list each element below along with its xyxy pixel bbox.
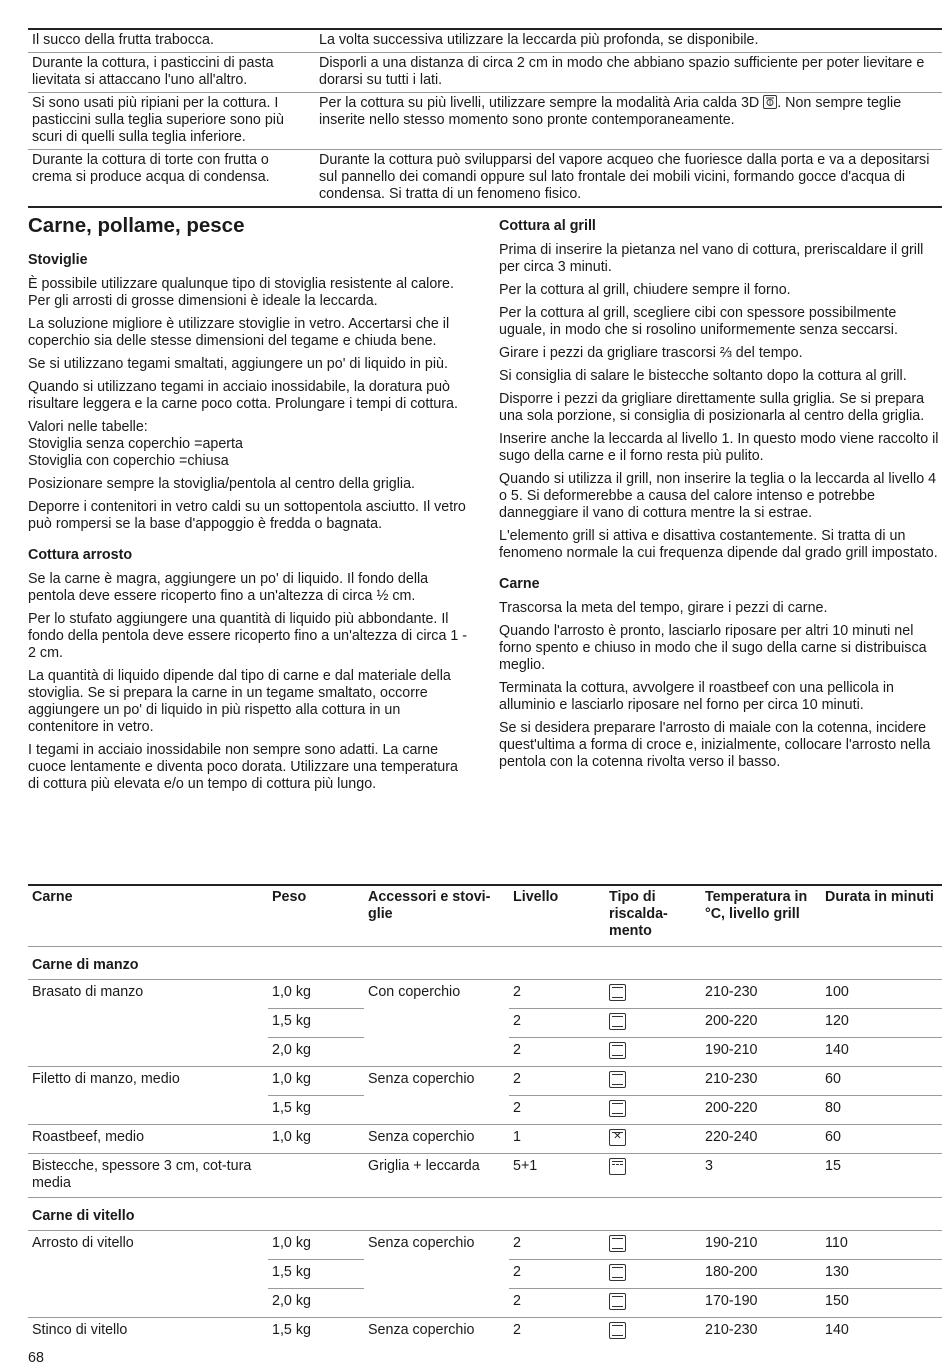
paragraph: L'elemento grill si attiva e disattiva costantemente. Si tratta di un fenomeno normale la cui frequenza dipende dal grado grill impostato. (499, 528, 938, 561)
level: 2 (509, 1009, 605, 1038)
paragraph: Se si utilizzano tegami smaltati, aggiungere un po' di liquido in più. (28, 356, 448, 372)
page-number: 68 (28, 1350, 44, 1366)
paragraph: Per lo stufato aggiungere una quantità di liquido più abbondante. Il fondo della pentola deve essere ricoperto fino a un'altezza di circa 1 - 2 cm. (28, 611, 468, 661)
paragraph: La soluzione migliore è utilizzare stoviglie in vetro. Accertarsi che il coperchio sia delle stesse dimensioni del tegame e chiuda bene. (28, 316, 450, 349)
column-header: Tipo di riscalda-mento (605, 885, 701, 947)
valori-line: Stoviglia senza coperchio =aperta (28, 436, 243, 452)
paragraph: Per la cottura al grill, chiudere sempre il forno. (499, 282, 791, 298)
temperature: 190-210 (701, 1038, 821, 1067)
weight: 1,5 kg (272, 1322, 311, 1338)
table-row (28, 1318, 942, 1347)
problem-cell: Durante la cottura, i pasticcini di pasta lievitata si attaccano l'uno all'altro. (28, 53, 315, 93)
section-title: Carne, pollame, pesce (28, 214, 245, 237)
temperature: 190-210 (701, 1231, 821, 1260)
column-header: Accessori e stovi-glie (364, 885, 509, 947)
column-header: Carne (28, 885, 268, 947)
problem-cell: Il succo della frutta trabocca. (28, 29, 315, 53)
level: 2 (509, 1038, 605, 1067)
level: 2 (509, 1067, 605, 1096)
top-bottom-heat-icon (609, 1071, 626, 1088)
solution-cell: Disporli a una distanza di circa 2 cm in modo che abbiano spazio sufficiente per poter lievitare e dorarsi su tutti i lati. (315, 53, 942, 93)
left-column (28, 214, 470, 799)
solution-text: Per la cottura su più livelli, utilizzare sempre la modalità Aria calda 3D (319, 95, 764, 111)
weight: 1,0 kg (268, 1067, 364, 1096)
paragraph: Trascorsa la meta del tempo, girare i pezzi di carne. (499, 600, 828, 616)
level: 5+1 (509, 1154, 605, 1198)
solution-cell (315, 93, 942, 150)
meat-name: Bistecche, spessore 3 cm, cot-tura media (28, 1154, 268, 1198)
paragraph: Si consiglia di salare le bistecche soltanto dopo la cottura al grill. (499, 368, 907, 384)
level: 2 (509, 1096, 605, 1125)
accessory: Senza coperchio (364, 1067, 509, 1125)
section-label: Carne di manzo (28, 947, 942, 980)
level: 2 (509, 1231, 605, 1260)
temperature: 220-240 (701, 1125, 821, 1154)
duration: 140 (825, 1322, 849, 1338)
weight: 1,5 kg (268, 1260, 364, 1289)
table-header-row (28, 885, 942, 947)
accessory: Senza coperchio (364, 1231, 509, 1318)
accessory: Griglia + leccarda (364, 1154, 509, 1198)
temperature: 200-220 (701, 1096, 821, 1125)
weight (268, 1154, 364, 1198)
top-bottom-heat-icon (609, 1264, 626, 1281)
troubleshooting-table (28, 28, 942, 208)
table-row (28, 1154, 942, 1198)
accessory: Senza coperchio (364, 1125, 509, 1154)
paragraph: Quando si utilizzano tegami in acciaio inossidabile, la doratura può risultare leggera e la carne poco cotta. Prolungare i tempi di cottura. (28, 379, 458, 412)
paragraph: Se la carne è magra, aggiungere un po' di liquido. Il fondo della pentola deve essere ricoperto fino a un'altezza di circa ½ cm. (28, 571, 429, 604)
temperature: 170-190 (701, 1289, 821, 1318)
meat-name: Filetto di manzo, medio (28, 1067, 268, 1125)
column-header: Temperatura in °C, livello grill (701, 885, 821, 947)
carne-heading: Carne (499, 576, 540, 592)
column-header: Peso (268, 885, 364, 947)
top-bottom-heat-icon (609, 1042, 626, 1059)
top-bottom-heat-icon (609, 1100, 626, 1117)
temperature: 210-230 (701, 1067, 821, 1096)
temperature: 210-230 (701, 980, 821, 1009)
duration: 110 (821, 1231, 942, 1260)
valori-line: Stoviglia con coperchio =chiusa (28, 453, 229, 469)
paragraph: Prima di inserire la pietanza nel vano di cottura, preriscaldare il grill per circa 3 minuti. (499, 242, 924, 275)
stoviglie-heading: Stoviglie (28, 252, 88, 268)
circotherm-icon (609, 1129, 626, 1146)
top-bottom-heat-icon (609, 1322, 626, 1339)
temperature: 210-230 (705, 1322, 758, 1338)
table-row (28, 93, 942, 150)
problem-cell: Durante la cottura di torte con frutta o crema si produce acqua di condensa. (28, 150, 315, 208)
meat-name: Roastbeef, medio (28, 1125, 268, 1154)
meat-table (28, 884, 942, 1346)
top-bottom-heat-icon (609, 1013, 626, 1030)
column-header: Livello (509, 885, 605, 947)
meat-name: Stinco di vitello (32, 1322, 128, 1338)
accessory: Con coperchio (364, 980, 509, 1067)
paragraph: Posizionare sempre la stoviglia/pentola al centro della griglia. (28, 476, 416, 492)
level: 2 (509, 980, 605, 1009)
level: 2 (509, 1289, 605, 1318)
table-row (28, 1067, 942, 1096)
duration: 140 (821, 1038, 942, 1067)
temperature: 3 (701, 1154, 821, 1198)
duration: 60 (821, 1067, 942, 1096)
paragraph: La quantità di liquido dipende dal tipo di carne e dal materiale della stoviglia. Se si prepara la carne in un tegame smaltato, occorre aggiungere un po' di liquido in più rispetto alla cottura in un contenitore in vetro. (28, 668, 451, 735)
duration: 60 (821, 1125, 942, 1154)
weight: 1,5 kg (268, 1096, 364, 1125)
table-row (28, 980, 942, 1009)
table-row (28, 53, 942, 93)
column-header: Durata in minuti (821, 885, 942, 947)
top-bottom-heat-icon (609, 1293, 626, 1310)
paragraph: Quando si utilizza il grill, non inserire la teglia o la leccarda al livello 4 o 5. Si deformerebbe a causa del calore intenso e potrebbe danneggiare il vano di cottura mentre la si estrae. (499, 471, 937, 521)
duration: 150 (821, 1289, 942, 1318)
duration: 100 (821, 980, 942, 1009)
paragraph: Girare i pezzi da grigliare trascorsi ⅔ del tempo. (499, 345, 803, 361)
paragraph: Per la cottura al grill, scegliere cibi con spessore possibilmente uguale, in modo che si rosolino uniformemente senza seccarsi. (499, 305, 898, 338)
paragraph: Se si desidera preparare l'arrosto di maiale con la cotenna, incidere quest'ultima a forma di croce e, inizialmente, collocare l'arrosto nella pentola con la cotenna rivolta verso il basso. (499, 720, 931, 770)
grill-heading: Cottura al grill (499, 218, 596, 234)
problem-cell: Si sono usati più ripiani per la cottura. I pasticcini sulla teglia superiore sono più scuri di quelli sulla teglia inferiore. (28, 93, 315, 150)
weight: 2,0 kg (268, 1038, 364, 1067)
grill-icon (609, 1158, 626, 1175)
section-row (28, 947, 942, 980)
duration: 15 (821, 1154, 942, 1198)
level: 1 (509, 1125, 605, 1154)
temperature: 180-200 (701, 1260, 821, 1289)
paragraph: Terminata la cottura, avvolgere il roastbeef con una pellicola in alluminio e lasciarlo riposare nel forno per circa 10 minuti. (499, 680, 894, 713)
3d-hot-air-icon (763, 95, 777, 109)
level: 2 (513, 1322, 521, 1338)
solution-cell: Durante la cottura può svilupparsi del vapore acqueo che fuoriesce dalla porta e va a depositarsi sul pannello dei comandi oppure sul lato frontale dei mobili vicini, formando gocce d'acqua di condensa. Si tratta di un fenomeno fisico. (315, 150, 942, 208)
duration: 120 (821, 1009, 942, 1038)
table-row (28, 1125, 942, 1154)
top-bottom-heat-icon (609, 1235, 626, 1252)
solution-cell: La volta successiva utilizzare la leccarda più profonda, se disponibile. (315, 29, 942, 53)
paragraph: È possibile utilizzare qualunque tipo di stoviglia resistente al calore. Per gli arrosti di grosse dimensioni è ideale la leccarda. (28, 276, 454, 309)
paragraph: Deporre i contenitori in vetro caldi su un sottopentola asciutto. Il vetro può rompersi se la base d'appoggio è fredda o bagnata. (28, 499, 466, 532)
top-bottom-heat-icon (609, 984, 626, 1001)
accessory: Senza coperchio (368, 1322, 475, 1338)
arrosto-heading: Cottura arrosto (28, 547, 133, 563)
weight: 1,0 kg (268, 1231, 364, 1260)
paragraph: Inserire anche la leccarda al livello 1. In questo modo viene raccolto il sugo della carne e il forno resta più pulito. (499, 431, 939, 464)
duration: 130 (821, 1260, 942, 1289)
level: 2 (509, 1260, 605, 1289)
section-row (28, 1198, 942, 1231)
right-column (499, 218, 941, 777)
table-row (28, 1231, 942, 1260)
weight: 1,0 kg (268, 1125, 364, 1154)
weight: 2,0 kg (268, 1289, 364, 1318)
valori-line: Valori nelle tabelle: (28, 419, 148, 435)
duration: 80 (821, 1096, 942, 1125)
section-label: Carne di vitello (28, 1198, 942, 1231)
paragraph: Disporre i pezzi da grigliare direttamente sulla griglia. Se si prepara una sola porzione, si consiglia di posizionarla al centro della griglia. (499, 391, 925, 424)
paragraph: Quando l'arrosto è pronto, lasciarlo riposare per altri 10 minuti nel forno spento e chiuso in modo che il sugo della carne si distribuisca meglio. (499, 623, 927, 673)
meat-name: Arrosto di vitello (28, 1231, 268, 1318)
table-row (28, 150, 942, 208)
paragraph: I tegami in acciaio inossidabile non sempre sono adatti. La carne cuoce lentamente e diventa poco dorata. Utilizzare una temperatura di cottura più elevata e/o un tempo di cottura più lungo. (28, 742, 458, 792)
solution-text: . Non sempre teglie inserite nello stesso momento sono pronte contemporaneamente. (319, 95, 902, 128)
weight: 1,5 kg (268, 1009, 364, 1038)
meat-name: Brasato di manzo (28, 980, 268, 1067)
temperature: 200-220 (701, 1009, 821, 1038)
valori-paragraph (28, 419, 470, 470)
table-row (28, 29, 942, 53)
weight: 1,0 kg (268, 980, 364, 1009)
